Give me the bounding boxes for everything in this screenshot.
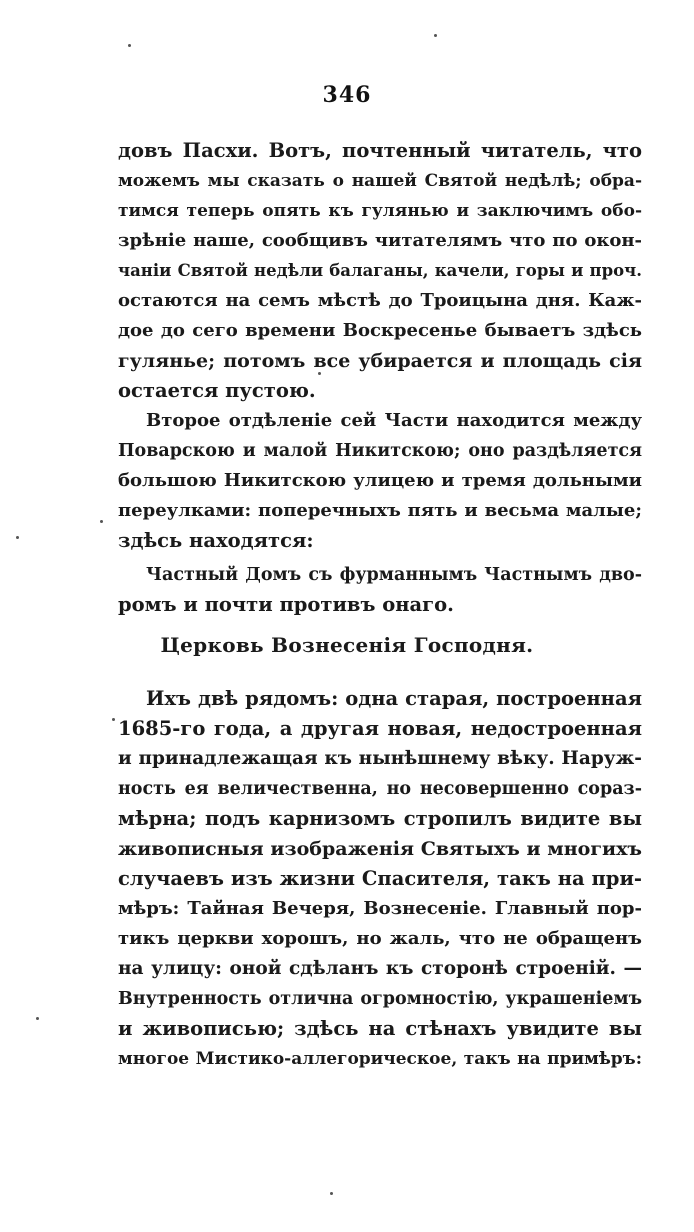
text-line: на улицу: оной сдѣланъ къ сторонѣ строеній. — (118, 958, 642, 979)
text-line: и принадлежащая къ нынѣшнему вѣку. Наруж- (118, 748, 642, 769)
text-line: зрѣніе наше, сообщивъ читателямъ что по окон- (118, 230, 642, 251)
text-line: тикъ церкви хорошъ, но жаль, что не обращенъ (118, 928, 642, 949)
scan-speck (330, 1192, 333, 1195)
scan-speck (434, 34, 437, 37)
text-line: дое до сего времени Воскресенье бываетъ здѣсь (118, 320, 642, 341)
scan-speck (100, 520, 103, 523)
scan-speck (318, 372, 321, 375)
text-line: довъ Пасхи. Вотъ, почтенный читатель, что (118, 139, 642, 162)
text-line: многое Мистико-аллегорическое, такъ на примѣръ: (118, 1049, 642, 1069)
scan-speck (16, 536, 19, 539)
text-line: ность ея величественна, но несовершенно сораз- (118, 779, 642, 799)
text-line: Второе отдѣленіе сей Части находится между (146, 410, 642, 431)
text-line: переулками: поперечныхъ пять и весьма малые; (118, 500, 642, 521)
section-heading: Церковь Вознесенія Господня. (160, 633, 534, 657)
text-line: Поварскою и малой Никитскою; оно раздѣляется (118, 441, 642, 461)
scan-speck (128, 44, 131, 47)
text-line: мѣръ: Тайная Вечеря, Вознесеніе. Главный пор- (118, 898, 642, 919)
text-line: остаются на семъ мѣстѣ до Троицына дня. Каж- (118, 290, 642, 311)
text-line: остается пустою. (118, 379, 316, 402)
scan-speck (36, 1017, 39, 1020)
text-line: Ихъ двѣ рядомъ: одна старая, построенная (146, 687, 642, 710)
page-number: 346 (322, 82, 372, 108)
text-line: Внутренность отлична огромностію, украшеніемъ (118, 989, 642, 1009)
text-line: гулянье; потомъ все убирается и площадь сія (118, 350, 642, 372)
scan-speck (112, 718, 115, 721)
text-line: тимся теперь опять къ гулянью и заключимъ обо- (118, 201, 642, 221)
text-line: и живописью; здѣсь на стѣнахъ увидите вы (118, 1017, 642, 1040)
text-line: ромъ и почти противъ онаго. (118, 593, 454, 616)
text-line: живописныя изображенія Святыхъ и многихъ (118, 838, 642, 860)
text-line: здѣсь находятся: (118, 529, 314, 552)
text-line: можемъ мы сказать о нашей Святой недѣлѣ; обра- (118, 171, 642, 191)
text-line: Частный Домъ съ фурманнымъ Частнымъ дво- (146, 565, 642, 585)
text-line: большою Никитскою улицею и тремя дольными (118, 470, 642, 491)
text-line: случаевъ изъ жизни Спасителя, такъ на при- (118, 867, 642, 890)
text-line: мѣрна; подъ карнизомъ стропилъ видите вы (118, 807, 642, 830)
text-line: чаніи Святой недѣли балаганы, качели, горы и проч. (118, 261, 642, 280)
text-line: 1685-го года, а другая новая, недостроенная (118, 717, 642, 740)
